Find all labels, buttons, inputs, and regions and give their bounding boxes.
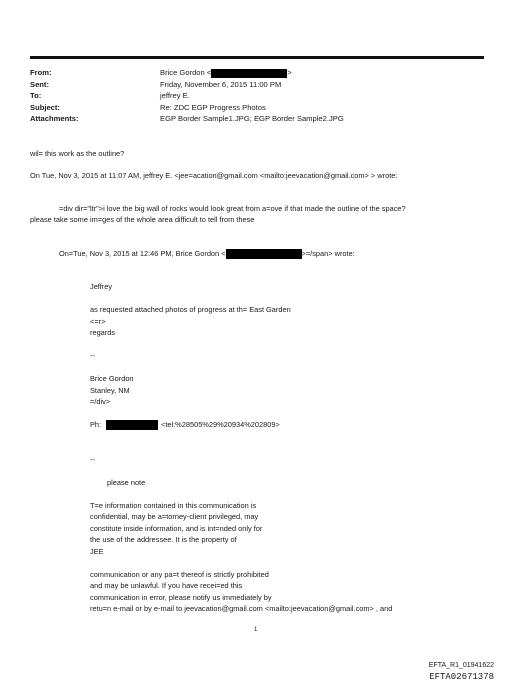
quoted-header-2-end: >=/span> wrote:: [301, 249, 355, 258]
sent-row: [30, 79, 490, 91]
to-label: To:: [30, 91, 42, 100]
signature-name: Brice Gordon: [90, 374, 134, 383]
quoted-header-2: [59, 248, 355, 260]
redaction-bar: [211, 69, 287, 78]
attachments-label: Attachments:: [30, 114, 79, 123]
confidentiality-line: confidential, may be a=torney-client privileged, may: [90, 512, 259, 521]
subject-value: Re: ZDC EGP Progress Photos: [160, 102, 266, 112]
please-note: please note: [107, 477, 146, 487]
to-row: [30, 90, 490, 102]
regards: regards: [90, 328, 116, 337]
confidentiality-line: the use of the addressee. It is the property of: [90, 535, 237, 544]
header-rule: [30, 56, 484, 59]
message-block: [90, 281, 392, 615]
redaction-bar: [226, 249, 302, 259]
quoted-header-2-start: On=Tue, Nov 3, 2015 at 12:46 PM, Brice Gordon <: [59, 249, 226, 258]
attachments-value: EGP Border Sample1.JPG; EGP Border Sample2.JPG: [160, 114, 344, 123]
sent-label: Sent:: [30, 79, 49, 89]
signature-place: Stanley, NM: [90, 385, 130, 395]
prohibition-line: communication in error, please notify us immediately by: [90, 592, 272, 602]
redaction-bar: [106, 420, 158, 430]
phone-label: Ph:: [90, 420, 102, 429]
email-header: [30, 67, 490, 125]
phone-line: [90, 419, 392, 431]
prohibition-line: and may be unlawful. If you have recei=ed this: [90, 581, 243, 590]
br-tag: <=r>: [90, 316, 106, 326]
phone-tel: <tel:%28505%29%20934%202809>: [161, 420, 280, 429]
confidentiality-line: constitute inside information, and is int=nded only for: [90, 523, 263, 533]
sent-value: Friday, November 6, 2015 11:00 PM: [160, 79, 282, 89]
from-value: Brice Gordon <: [160, 68, 212, 77]
separator-dash: --: [90, 351, 95, 360]
body-line-outline: wil= this work as the outline?: [30, 149, 125, 158]
prohibition-line: communication or any pa=t thereof is strictly prohibited: [90, 569, 269, 579]
confidentiality-line: JEE: [90, 546, 104, 556]
bates-number-1: EFTA_R1_01941622: [428, 662, 494, 669]
subject-label: Subject:: [30, 102, 60, 112]
requested-line: as requested attached photos of progress at th= East Garden: [90, 305, 291, 314]
to-value: jeffrey E.: [160, 91, 190, 100]
prohibition-line: retu=n e-mail or by e-mail to jeevacation@gmail.com <mailto:jeevacation@gmail.com> , and: [90, 604, 393, 613]
bates-number-2: EFTA02671378: [429, 672, 494, 682]
subject-row: [30, 102, 490, 114]
quoted-line-images: please take some im=ges of the whole area difficult to tell from these: [30, 215, 255, 224]
from-tail: >: [287, 68, 292, 77]
signature-div-tag: =/div>: [90, 397, 111, 406]
confidentiality-line: T=e information contained in this communication is: [90, 500, 257, 510]
quoted-header-1: On Tue, Nov 3, 2015 at 11:07 AM, jeffrey E. <jee=acation@gmail.com <mailto:jeevacation@gmail.com> > wrote:: [30, 171, 398, 180]
greeting: Jeffrey: [90, 282, 113, 291]
separator-dash: --: [90, 454, 95, 464]
page-number: 1: [254, 627, 258, 633]
quoted-line-rocks: =div dir="ltr">i love the big wall of rocks would look great from a=ove if that made the outline of the space?: [59, 204, 406, 213]
attachments-row: [30, 113, 490, 125]
from-row: [30, 67, 490, 79]
from-label: From:: [30, 68, 52, 77]
